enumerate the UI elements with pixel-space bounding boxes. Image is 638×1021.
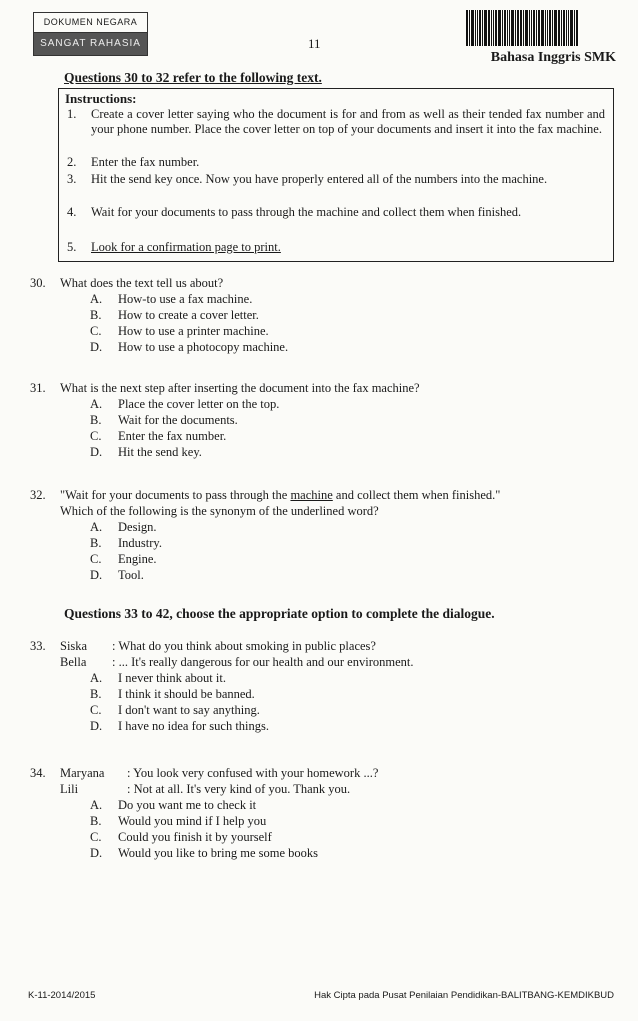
subject-title: Bahasa Inggris SMK bbox=[490, 50, 616, 65]
instruction-step bbox=[67, 205, 605, 220]
barcode-bar bbox=[511, 10, 514, 46]
barcode-bar bbox=[482, 10, 483, 46]
question-number: 33. bbox=[30, 639, 46, 653]
instructions-box bbox=[58, 88, 614, 262]
step-text: Look for a confirmation page to print. bbox=[91, 240, 281, 254]
barcode-bar bbox=[507, 10, 508, 46]
barcode-bar bbox=[574, 10, 575, 46]
option-a[interactable]: A. Place the cover letter on the top. bbox=[90, 397, 280, 411]
option-d[interactable]: D. Hit the send key. bbox=[90, 445, 202, 459]
step-number: 5. bbox=[67, 240, 77, 254]
dialogue-line: Maryana : You look very confused with your homework ...? bbox=[60, 766, 379, 780]
barcode-bar bbox=[469, 10, 470, 46]
barcode-bar bbox=[554, 10, 557, 46]
barcode-bar bbox=[477, 10, 478, 46]
option-d[interactable]: D. How to use a photocopy machine. bbox=[90, 340, 289, 354]
option-b[interactable]: B. How to create a cover letter. bbox=[90, 308, 259, 322]
barcode-bar bbox=[525, 10, 528, 46]
barcode-bar bbox=[515, 10, 516, 46]
barcode-bar bbox=[568, 10, 569, 46]
dialogue-line: Siska : What do you think about smoking in public places? bbox=[60, 639, 376, 653]
step-number: 1. bbox=[67, 107, 77, 121]
page-number: 11 bbox=[308, 36, 321, 51]
option-a[interactable]: A. I never think about it. bbox=[90, 671, 226, 685]
barcode-bar bbox=[466, 10, 468, 46]
barcode-bar bbox=[536, 10, 537, 46]
option-b[interactable]: B. Industry. bbox=[90, 536, 162, 550]
barcode-bar bbox=[498, 10, 501, 46]
barcode-bar bbox=[552, 10, 553, 46]
step-text: Wait for your documents to pass through the machine and collect them when finished. bbox=[91, 205, 522, 219]
section-heading: Questions 33 to 42, choose the appropriate option to complete the dialogue. bbox=[64, 606, 495, 621]
option-b[interactable]: B. Would you mind if I help you bbox=[90, 814, 267, 828]
step-text: Hit the send key once. Now you have properly entered all of the numbers into the machine. bbox=[91, 172, 548, 186]
passage-heading: Questions 30 to 32 refer to the following text. bbox=[64, 70, 322, 85]
barcode-bar bbox=[561, 10, 562, 46]
option-b[interactable]: B. I think it should be banned. bbox=[90, 687, 255, 701]
barcode-bar bbox=[563, 10, 565, 46]
barcode-bar bbox=[576, 10, 578, 46]
instructions-title: Instructions: bbox=[65, 91, 137, 106]
option-d[interactable]: D. I have no idea for such things. bbox=[90, 719, 270, 733]
barcode-bar bbox=[531, 10, 532, 46]
barcode-bar bbox=[475, 10, 476, 46]
barcode-bar bbox=[517, 10, 519, 46]
question-number: 30. bbox=[30, 276, 46, 290]
question-stem: "Wait for your documents to pass through the machine and collect them when finished." bbox=[60, 488, 501, 502]
barcode-bar bbox=[493, 10, 494, 46]
instruction-step bbox=[67, 155, 605, 170]
barcode-bar bbox=[549, 10, 551, 46]
question-34 bbox=[30, 765, 614, 861]
barcode-bar bbox=[566, 10, 567, 46]
underlined-word: machine bbox=[290, 488, 333, 502]
question-32 bbox=[30, 487, 614, 583]
barcode-bar bbox=[545, 10, 546, 46]
document-stamp bbox=[33, 12, 148, 56]
barcode-bar bbox=[471, 10, 474, 46]
option-c[interactable]: C. Enter the fax number. bbox=[90, 429, 227, 443]
option-a[interactable]: A. How-to use a fax machine. bbox=[90, 292, 253, 306]
option-a[interactable]: A. Do you want me to check it bbox=[90, 798, 257, 812]
question-number: 31. bbox=[30, 381, 46, 395]
barcode-bar bbox=[502, 10, 503, 46]
option-b[interactable]: B. Wait for the documents. bbox=[90, 413, 238, 427]
instruction-step bbox=[67, 107, 605, 137]
barcode-bar bbox=[541, 10, 544, 46]
dialogue-line: Lili : Not at all. It's very kind of you. Thank you. bbox=[60, 782, 351, 796]
question-stem: What does the text tell us about? bbox=[60, 276, 224, 290]
option-c[interactable]: C. How to use a printer machine. bbox=[90, 324, 269, 338]
question-31 bbox=[30, 380, 614, 460]
dialogue-line: Bella : ... It's really dangerous for our health and our environment. bbox=[60, 655, 414, 669]
stamp-bottom: SANGAT RAHASIA bbox=[34, 33, 147, 55]
stamp-top: DOKUMEN NEGARA bbox=[34, 13, 147, 33]
footer-code: K-11-2014/2015 bbox=[28, 990, 96, 1001]
step-number: 3. bbox=[67, 172, 77, 186]
instruction-step bbox=[67, 240, 605, 255]
barcode-bar bbox=[520, 10, 522, 46]
barcode-bar bbox=[488, 10, 490, 46]
step-number: 2. bbox=[67, 155, 77, 169]
barcode-bar bbox=[533, 10, 535, 46]
barcode-bar bbox=[529, 10, 530, 46]
question-number: 32. bbox=[30, 488, 46, 502]
barcode-bar bbox=[523, 10, 524, 46]
question-30 bbox=[30, 275, 614, 355]
question-stem: What is the next step after inserting the document into the fax machine? bbox=[60, 381, 420, 395]
option-c[interactable]: C. Could you finish it by yourself bbox=[90, 830, 272, 844]
barcode-bar bbox=[570, 10, 573, 46]
step-text: Create a cover letter saying who the document is for and from as well as their tended fax number and your phone number. Place the cover letter on top of your documents and insert it into the fax machine. bbox=[91, 107, 605, 136]
option-a[interactable]: A. Design. bbox=[90, 520, 157, 534]
instruction-step bbox=[67, 172, 605, 187]
barcode-bar bbox=[479, 10, 481, 46]
step-text: Enter the fax number. bbox=[91, 155, 200, 169]
question-number: 34. bbox=[30, 766, 46, 780]
barcode-bar bbox=[509, 10, 510, 46]
option-d[interactable]: D. Tool. bbox=[90, 568, 144, 582]
barcode-bar bbox=[504, 10, 506, 46]
barcode-bar bbox=[495, 10, 497, 46]
barcode-bar bbox=[491, 10, 492, 46]
question-33 bbox=[30, 638, 614, 734]
barcode-bar bbox=[538, 10, 540, 46]
barcode bbox=[466, 10, 616, 46]
barcode-bar bbox=[558, 10, 560, 46]
footer-copyright: Hak Cipta pada Pusat Penilaian Pendidikan-BALITBANG-KEMDIKBUD bbox=[314, 990, 614, 1001]
option-d[interactable]: D. Would you like to bring me some books bbox=[90, 846, 319, 860]
option-c[interactable]: C. I don't want to say anything. bbox=[90, 703, 260, 717]
option-c[interactable]: C. Engine. bbox=[90, 552, 157, 566]
barcode-bar bbox=[484, 10, 487, 46]
step-number: 4. bbox=[67, 205, 77, 219]
question-stem-line2: Which of the following is the synonym of the underlined word? bbox=[60, 504, 379, 518]
barcode-bar bbox=[547, 10, 548, 46]
